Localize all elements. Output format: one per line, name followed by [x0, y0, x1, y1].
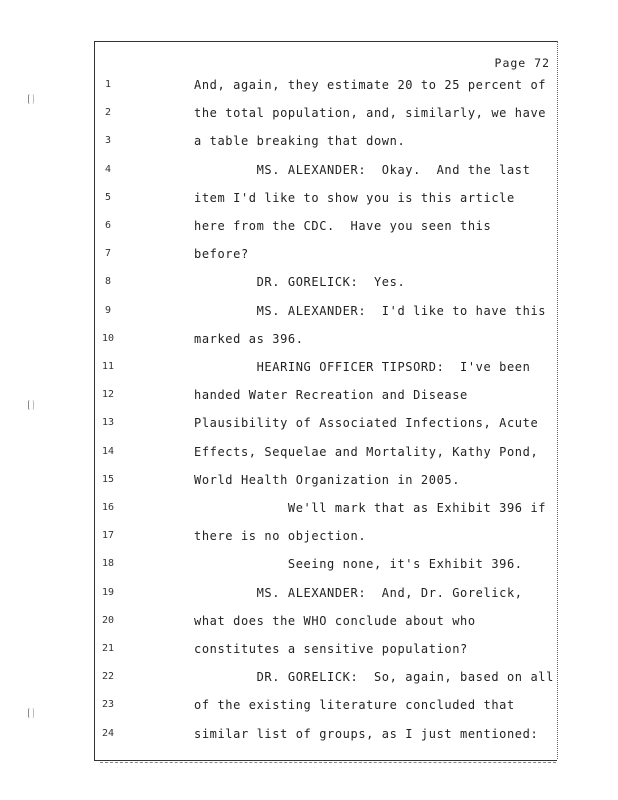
line-number: 2	[104, 107, 112, 119]
line-number: 7	[104, 248, 112, 260]
transcript-line: DR. GORELICK: Yes.	[194, 275, 406, 290]
transcript-line: And, again, they estimate 20 to 25 percent of	[194, 78, 547, 92]
transcript-line: handed Water Recreation and Disease	[194, 388, 468, 403]
transcript-line: here from the CDC. Have you seen this	[194, 219, 492, 233]
transcript-line: Plausibility of Associated Infections, Acute	[194, 416, 539, 431]
page-right-edge	[557, 41, 560, 759]
transcript-line: before?	[194, 247, 249, 262]
line-number: 21	[101, 643, 115, 654]
transcript-line: Seeing none, it's Exhibit 396.	[194, 557, 523, 572]
line-number: 17	[101, 530, 115, 542]
transcript-line: the total population, and, similarly, we have	[194, 106, 547, 121]
transcript-line: of the existing literature concluded that	[194, 698, 515, 713]
line-number: 11	[101, 361, 115, 372]
transcript-line: Effects, Sequelae and Mortality, Kathy Pond,	[194, 444, 539, 459]
transcript-line: similar list of groups, as I just mentioned:	[194, 726, 539, 741]
transcript-line: what does the WHO conclude about who	[194, 613, 476, 628]
transcript-line: HEARING OFFICER TIPSORD: I've been	[194, 360, 531, 374]
transcript-line: there is no objection.	[194, 529, 367, 544]
transcript-line: DR. GORELICK: So, again, based on all	[194, 670, 554, 685]
line-number: 20	[101, 614, 115, 626]
transcript-line: a table breaking that down.	[194, 134, 406, 149]
punch-hole-mark	[28, 708, 34, 718]
line-number: 8	[104, 276, 112, 288]
transcript-line: MS. ALEXANDER: And, Dr. Gorelick,	[194, 585, 523, 600]
transcript-line: marked as 396.	[194, 331, 304, 346]
punch-hole-mark	[28, 400, 34, 410]
transcript-line: We'll mark that as Exhibit 396 if	[194, 501, 547, 515]
line-number: 4	[104, 163, 112, 175]
line-number: 3	[104, 135, 112, 147]
line-number: 14	[101, 445, 115, 457]
line-number: 5	[104, 191, 112, 203]
line-number: 23	[101, 699, 115, 711]
transcript-line: MS. ALEXANDER: I'd like to have this	[194, 303, 547, 318]
page-number: Page 72	[494, 56, 550, 70]
transcript-line: constitutes a sensitive population?	[194, 642, 468, 656]
transcript-line: MS. ALEXANDER: Okay. And the last	[194, 162, 531, 177]
line-number: 12	[101, 389, 115, 401]
line-number: 10	[101, 332, 115, 344]
line-number: 6	[104, 220, 112, 231]
line-number: 16	[101, 502, 115, 513]
line-number: 22	[101, 671, 115, 683]
line-number: 15	[101, 473, 115, 485]
page-bottom-scan-line	[100, 762, 556, 765]
line-number: 19	[101, 586, 115, 598]
line-number: 18	[101, 558, 115, 570]
line-number: 9	[104, 304, 112, 316]
line-number: 24	[101, 727, 115, 739]
transcript-line: item I'd like to show you is this article	[194, 190, 515, 205]
line-number: 1	[104, 79, 112, 90]
line-number: 13	[101, 417, 115, 429]
punch-hole-mark	[28, 94, 34, 104]
transcript-line: World Health Organization in 2005.	[194, 472, 461, 487]
